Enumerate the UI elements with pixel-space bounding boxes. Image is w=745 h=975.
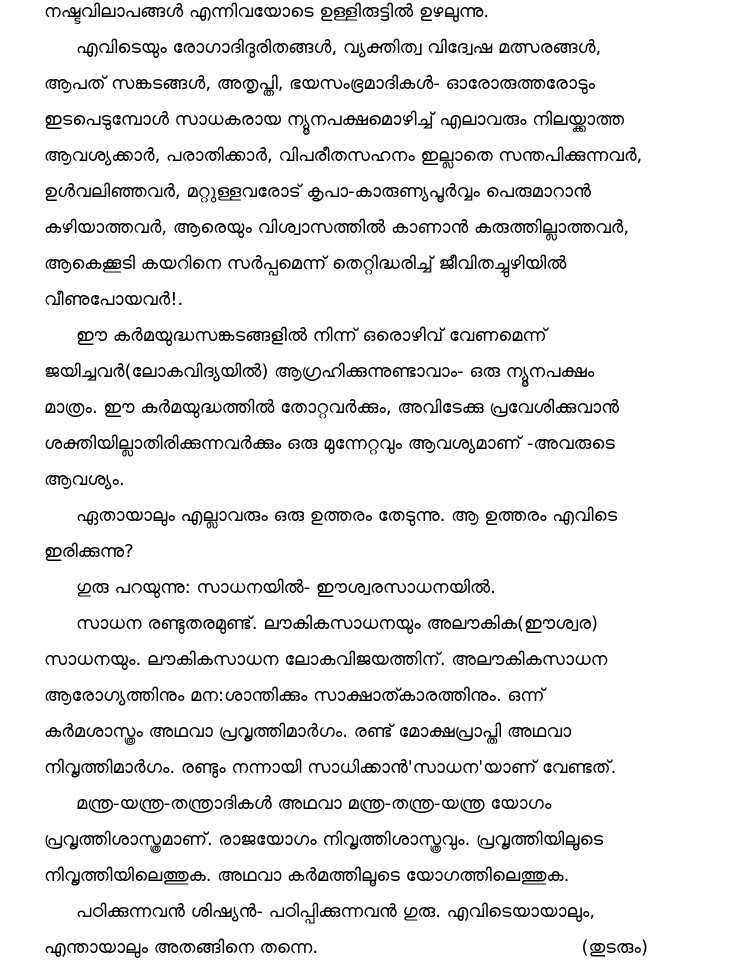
text-line: ജയിച്ചവർ(ലോകവിദ്യയിൽ) ആഗ്രഹിക്കുന്നുണ്ടാവാം- ഒരു ന്യൂനപക്ഷം bbox=[44, 361, 595, 382]
paragraph-start-line: പഠിക്കുന്നവൻ ശിഷ്യൻ- പഠിപ്പിക്കുന്നവൻ ഗുരു. എവിടെയായാലും, bbox=[76, 901, 596, 922]
text-line: ആവശ്യം. bbox=[44, 469, 125, 490]
text-line: നിവൃത്തിയിലെത്തുക. അഥവാ കർമത്തിലൂടെ യോഗത്തിലെത്തുക. bbox=[44, 865, 570, 886]
text-line: എന്തായാലും അതങ്ങിനെ തന്നെ. bbox=[44, 937, 319, 958]
text-line: കഴിയാത്തവർ, ആരെയും വിശ്വാസത്തിൽ കാണാൻ കരുത്തില്ലാത്തവർ, bbox=[44, 217, 630, 238]
text-line: സാധനയും. ലൗകികസാധന ലോകവിജയത്തിന്. അലൗകികസാധന bbox=[44, 649, 608, 670]
text-line: ഇടപെടുമ്പോൾ സാധകരായ ന്യൂനപക്ഷമൊഴിച്ച് എലാവരും നിലയ്ക്കാത്ത bbox=[44, 109, 624, 130]
paragraph-start-line: എവിടെയും രോഗാദിദുരിതങ്ങൾ, വ്യക്തിത്വ വിദ്വേഷ മത്സരങ്ങൾ, bbox=[76, 37, 602, 58]
text-line: ആകെക്കൂടി കയറിനെ സർപ്പമെന്ന് തെറ്റിദ്ധരിച്ച് ജീവിതച്ചുഴിയിൽ bbox=[44, 253, 567, 274]
text-line: ഇരിക്കുന്നു? bbox=[44, 541, 134, 562]
text-line: ആവശ്യക്കാർ, പരാതിക്കാർ, വിപരീതസഹനം ഇല്ലാതെ സന്തപിക്കുന്നവർ, bbox=[44, 145, 643, 166]
paragraph-start-line: ഗുരു പറയുന്നു: സാധനയിൽ- ഈശ്വരസാധനയിൽ. bbox=[76, 577, 496, 598]
paragraph-start-line: ഈ കർമയുദ്ധസങ്കടങ്ങളിൽ നിന്ന് ഒരൊഴിവ് വേണമെന്ന് bbox=[76, 325, 547, 346]
text-line: ഉൾവലിഞ്ഞവർ, മറ്റുള്ളവരോട് കൃപാ-കാരുണ്യപൂർവ്വം പെരുമാറാൻ bbox=[44, 181, 591, 202]
text-line: മാത്രം. ഈ കർമയുദ്ധത്തിൽ തോറ്റവർക്കും, അവിടേക്കു പ്രവേശിക്കുവാൻ bbox=[44, 397, 620, 418]
text-line: പ്രവൃത്തിശാസ്ത്രമാണ്. രാജയോഗം നിവൃത്തിശാസ്ത്രവും. പ്രവൃത്തിയിലൂടെ bbox=[44, 829, 604, 850]
paragraph-start-line: ഏതായാലും എല്ലാവരും ഒരു ഉത്തരം തേടുന്നു. ആ ഉത്തരം എവിടെ bbox=[76, 505, 618, 526]
text-line: നഷ്ടവിലാപങ്ങൾ എന്നിവയോടെ ഉള്ളിരുട്ടിൽ ഉഴലുന്നു. bbox=[44, 1, 490, 22]
paragraph-start-line: മന്ത്ര-യന്ത്ര-തന്ത്രാദികൾ അഥവാ മന്ത്ര-തന്ത്ര-യന്ത്ര യോഗം bbox=[76, 793, 552, 814]
text-line: ആരോഗ്യത്തിനും മന:ശാന്തിക്കും സാക്ഷാത്കാരത്തിനും. ഒന്ന് bbox=[44, 685, 545, 706]
paragraph-start-line: സാധന രണ്ടുതരമുണ്ട്. ലൗകികസാധനയും അലൗകിക(ഈശ്വര) bbox=[76, 613, 599, 634]
text-line: കർമശാസ്ത്രം അഥവാ പ്രവൃത്തിമാർഗം. രണ്ട് മോക്ഷപ്രാപ്തി അഥവാ bbox=[44, 721, 572, 742]
text-line: ആപത് സങ്കടങ്ങൾ, അതൃപ്തി, ഭയസംഭ്രമാദികൾ- ഓരോരുത്തരോടും bbox=[44, 73, 596, 94]
text-line: ശക്തിയില്ലാതിരിക്കുന്നവർക്കും ഒരു മുന്നേറ്റവും ആവശ്യമാണ് -അവരുടെ bbox=[44, 433, 615, 454]
text-line: വീണുപോയവർ!. bbox=[44, 289, 184, 310]
continued-marker: (തുടരും) bbox=[581, 937, 648, 958]
text-line: നിവൃത്തിമാർഗം. രണ്ടും നന്നായി സാധിക്കാൻ'സാധന'യാണ് വേണ്ടത്. bbox=[44, 757, 617, 778]
